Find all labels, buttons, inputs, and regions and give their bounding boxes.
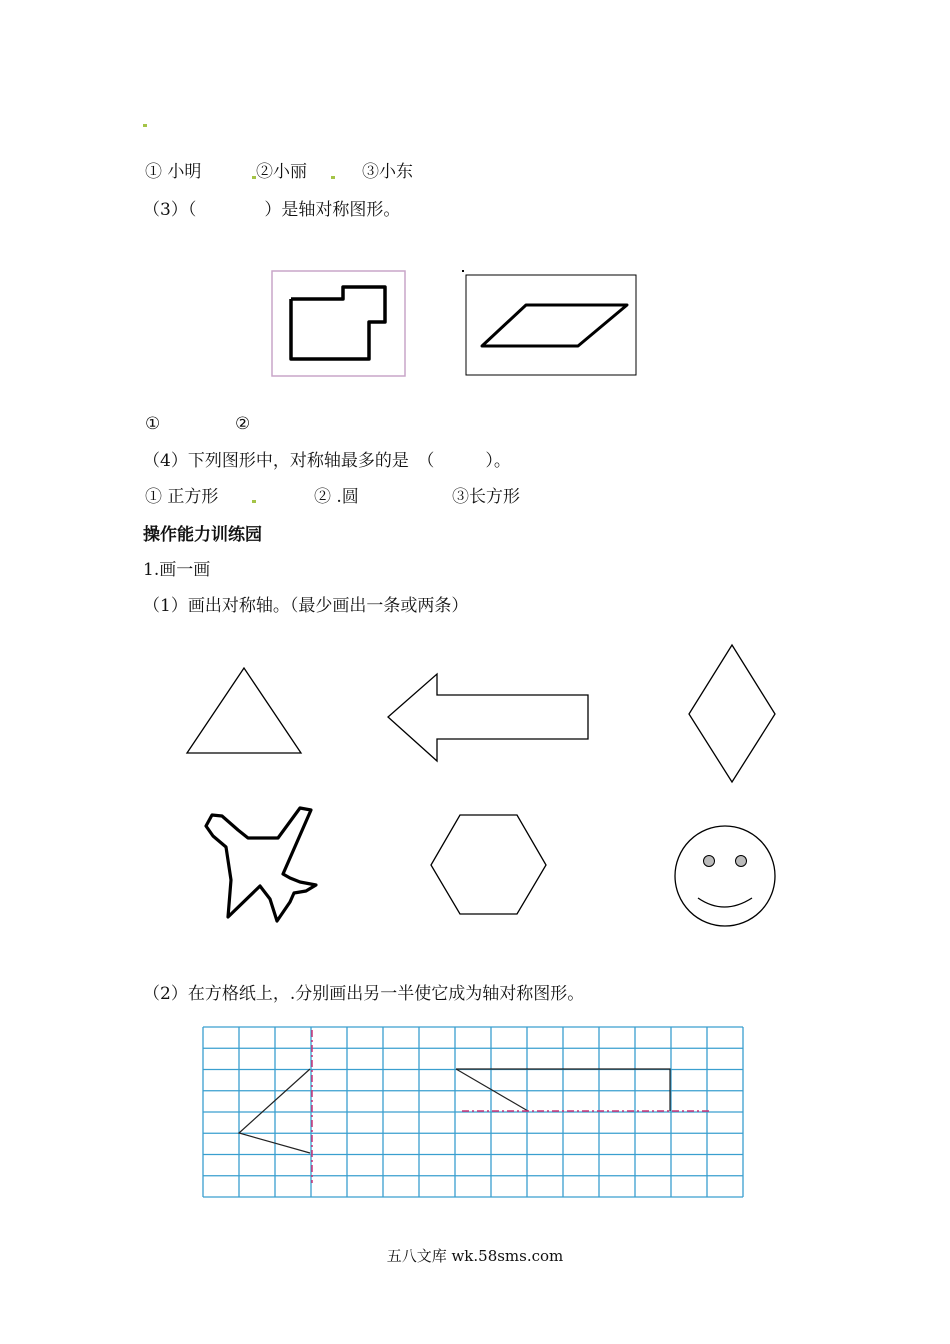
part-1-prompt: （1）画出对称轴。（最少画出一条或两条） bbox=[143, 596, 469, 616]
airplane-shape bbox=[206, 808, 316, 921]
part-2-prompt-b: .分别画出另 bbox=[289, 984, 381, 1004]
q2-option-1: ① 小明 bbox=[145, 162, 202, 182]
footer-source: 五八文库 wk.58sms.com bbox=[386, 1247, 564, 1265]
q2-option-2: ②小丽 bbox=[256, 162, 307, 182]
part-2-prompt-c: 一半使它成为轴对称图形。 bbox=[380, 984, 585, 1004]
smiley-face-shape bbox=[675, 826, 775, 926]
q4-option-3: ③长方形 bbox=[452, 487, 520, 507]
q3-label-2: ② bbox=[235, 414, 251, 434]
part-2-prompt-a: （2）在方格纸上， bbox=[143, 984, 290, 1004]
stray-mark bbox=[252, 500, 256, 503]
q3-prompt: （3）（ ）是轴对称图形。 bbox=[143, 200, 401, 220]
rhombus-shape bbox=[689, 645, 775, 782]
item-1-heading: 1.画一画 bbox=[143, 560, 211, 580]
q3-figure-1 bbox=[272, 271, 405, 376]
q4-option-2: ② .圆 bbox=[314, 487, 359, 507]
arrow-shape bbox=[388, 674, 588, 761]
q3-figure-2 bbox=[462, 270, 636, 375]
section-title: 操作能力训练园 bbox=[143, 525, 262, 545]
q3-label-1: ① bbox=[145, 414, 161, 434]
part-2-prompt bbox=[143, 983, 584, 1005]
q4-option-1: ① 正方形 bbox=[145, 487, 219, 507]
triangle-shape bbox=[187, 668, 301, 753]
grid-paper bbox=[203, 1027, 743, 1197]
q2-option-3: ③小东 bbox=[362, 162, 413, 182]
q4-prompt: （4）下列图形中，对称轴最多的是 （ ）。 bbox=[143, 451, 511, 471]
hexagon-shape bbox=[431, 815, 546, 914]
